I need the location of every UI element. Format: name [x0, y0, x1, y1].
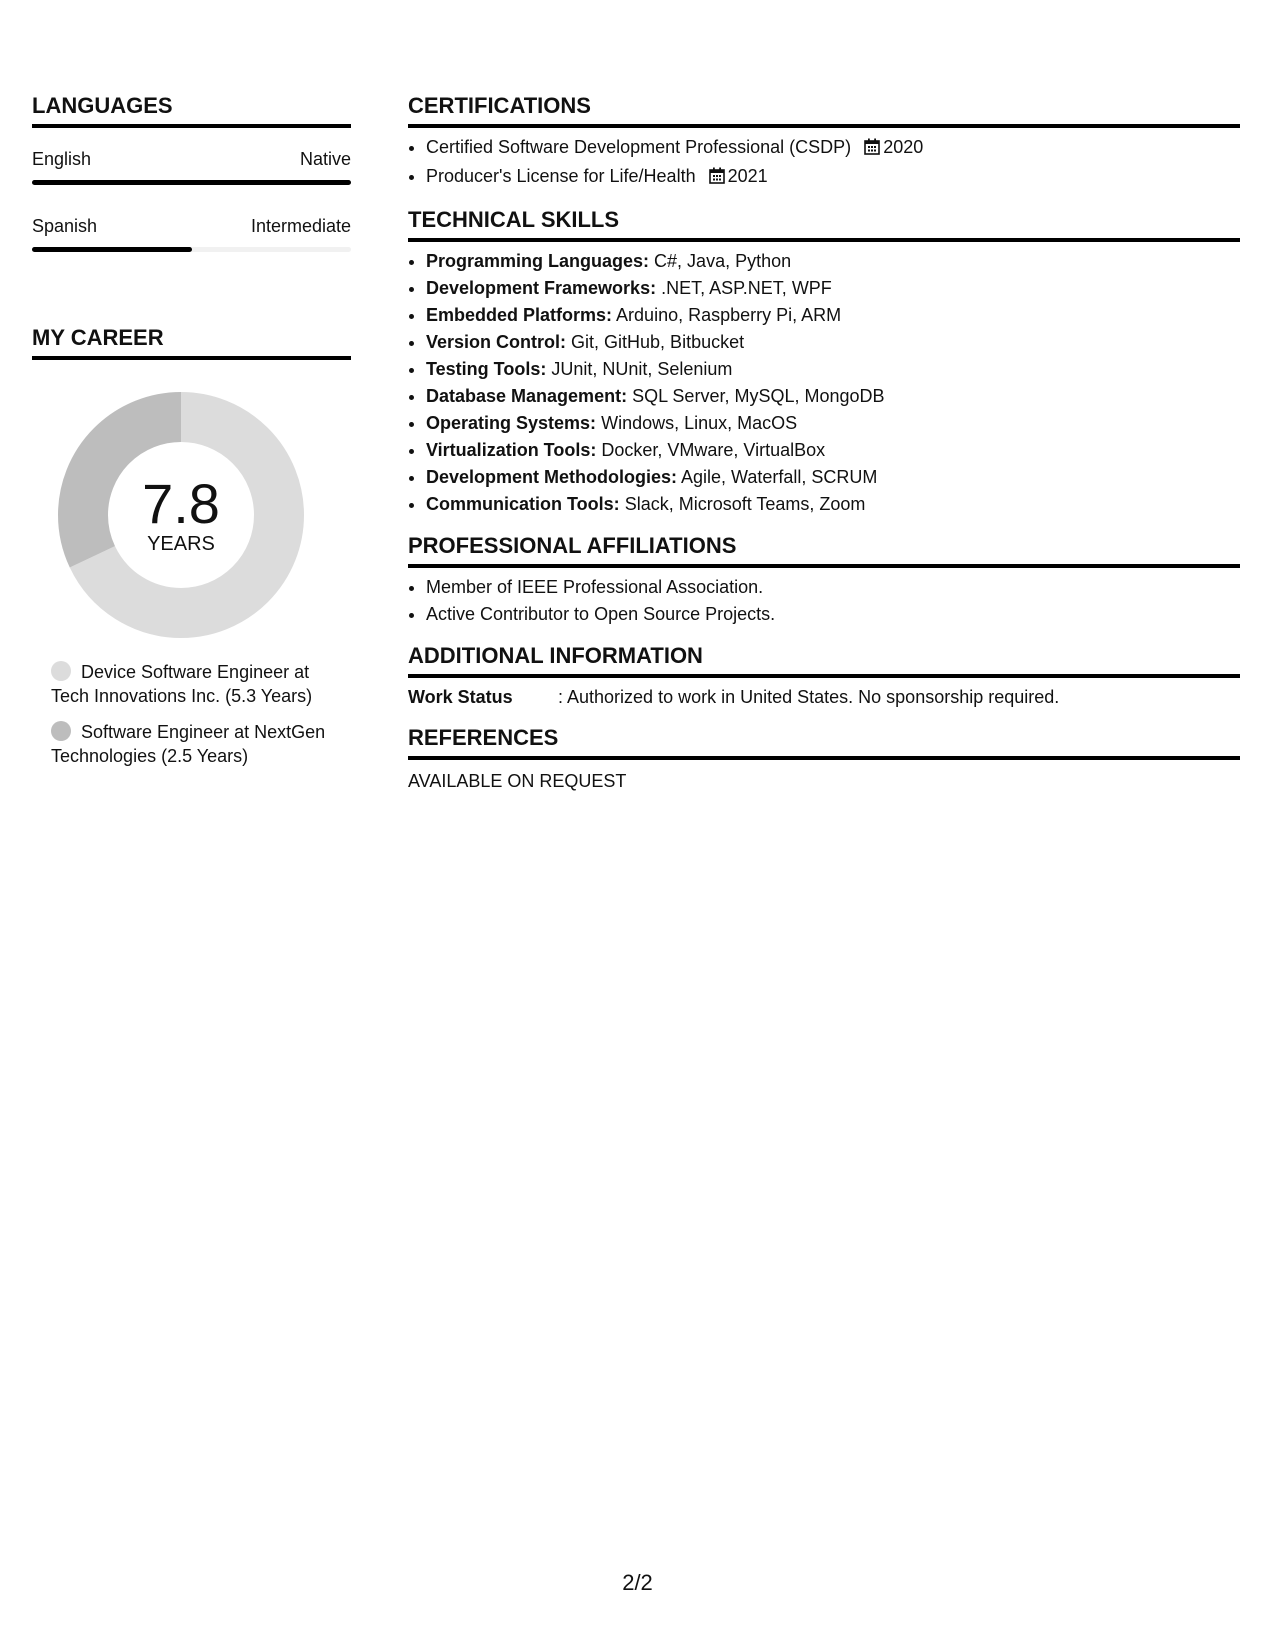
language-item: [32, 148, 351, 185]
technical-skills-list: [408, 248, 1240, 518]
skill-label: Development Methodologies:: [426, 467, 678, 487]
career-donut: [56, 390, 306, 640]
affiliations-title: PROFESSIONAL AFFILIATIONS: [408, 532, 1240, 568]
certifications-list: [408, 134, 1240, 192]
career-legend-label: Device Software Engineer at Tech Innovations Inc. (5.3 Years): [51, 662, 313, 706]
certification-year: 2021: [727, 166, 768, 186]
left-column: [32, 92, 351, 780]
certifications-title: CERTIFICATIONS: [408, 92, 1240, 128]
career-legend: [32, 660, 351, 768]
work-status-label: Work Status: [408, 687, 513, 707]
languages-title: LANGUAGES: [32, 92, 351, 128]
certification-name: Certified Software Development Professional (CSDP): [426, 137, 852, 157]
skill-item: [426, 356, 1240, 383]
legend-dot: [51, 721, 71, 741]
language-bar: [32, 247, 351, 252]
technical-skills-title: TECHNICAL SKILLS: [408, 206, 1240, 242]
skill-item: [426, 491, 1240, 518]
page-number: 2/2: [622, 1570, 653, 1595]
skill-value: Git, GitHub, Bitbucket: [571, 332, 745, 352]
certification-year: 2020: [883, 137, 924, 157]
skill-value: JUnit, NUnit, Selenium: [551, 359, 733, 379]
skill-item: [426, 464, 1240, 491]
career-total-years: 7.8: [142, 472, 220, 535]
language-item: [32, 215, 351, 252]
skill-value: .NET, ASP.NET, WPF: [661, 278, 832, 298]
career-legend-item: [51, 720, 351, 768]
career-legend-item: [51, 660, 351, 708]
career-title: MY CAREER: [32, 324, 351, 360]
skill-item: [426, 410, 1240, 437]
skill-value: SQL Server, MySQL, MongoDB: [632, 386, 885, 406]
right-column: [408, 92, 1240, 794]
skill-value: Agile, Waterfall, SCRUM: [681, 467, 878, 487]
skill-label: Testing Tools:: [426, 359, 547, 379]
skill-value: Windows, Linux, MacOS: [601, 413, 798, 433]
skill-item: [426, 329, 1240, 356]
skill-value: Arduino, Raspberry Pi, ARM: [616, 305, 842, 325]
legend-dot: [51, 661, 71, 681]
skill-label: Development Frameworks:: [426, 278, 657, 298]
skill-label: Version Control:: [426, 332, 567, 352]
career-legend-label: Software Engineer at NextGen Technologies (2.5 Years): [51, 722, 326, 766]
skill-item: [426, 248, 1240, 275]
language-name: English: [32, 149, 92, 169]
language-name: Spanish: [32, 216, 98, 236]
calendar-icon: [709, 165, 725, 192]
affiliation-item: • Member of IEEE Professional Association.: [426, 574, 1240, 601]
calendar-icon: [864, 136, 880, 163]
skill-value: Slack, Microsoft Teams, Zoom: [624, 494, 866, 514]
work-status-row: [408, 684, 1240, 710]
skill-value: C#, Java, Python: [654, 251, 792, 271]
certification-item: [426, 163, 1240, 192]
skill-item: [426, 275, 1240, 302]
skill-label: Virtualization Tools:: [426, 440, 597, 460]
career-total-unit: YEARS: [147, 533, 215, 555]
certification-item: [426, 134, 1240, 163]
language-bar-fill: [32, 180, 351, 185]
skill-label: Programming Languages:: [426, 251, 650, 271]
certification-name: Producer's License for Life/Health: [426, 166, 696, 186]
skill-item: [426, 302, 1240, 329]
references-title: REFERENCES: [408, 724, 1240, 760]
skill-label: Embedded Platforms:: [426, 305, 613, 325]
skill-value: Docker, VMware, VirtualBox: [601, 440, 826, 460]
skill-item: [426, 383, 1240, 410]
work-status-value: : Authorized to work in United States. No sponsorship required.: [558, 687, 1060, 707]
skill-label: Operating Systems:: [426, 413, 597, 433]
skill-item: [426, 437, 1240, 464]
affiliations-list: [408, 574, 1240, 628]
skill-label: Database Management:: [426, 386, 628, 406]
language-bar-fill: [32, 247, 192, 252]
references-text: AVAILABLE ON REQUEST: [408, 771, 627, 791]
language-level: Native: [299, 149, 351, 169]
skill-label: Communication Tools:: [426, 494, 620, 514]
additional-info-title: ADDITIONAL INFORMATION: [408, 642, 1240, 678]
affiliation-item: • Active Contributor to Open Source Projects.: [426, 601, 1240, 628]
language-level: Intermediate: [250, 216, 351, 236]
language-bar: [32, 180, 351, 185]
